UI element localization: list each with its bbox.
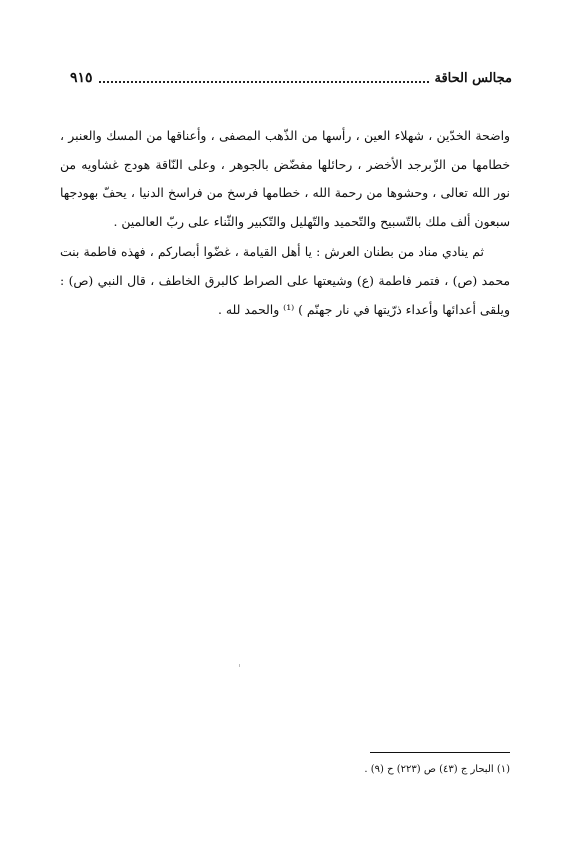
- paragraph-1: واضحة الخدّين ، شهلاء العين ، رأسها من الذّهب المصفى ، وأعناقها من المسك والعنبر ، خطامها من الزّبرجد الأخضر ، رحائلها مفضّض بالجوهر ، وعلى النّاقة هودج غشاويه من نور الله تعالى ، وحشوها من رحمة الله ، خطامها فرسخ من فراسخ الدنيا ، يحفّ بهودجها سبعون ألف ملك بالتّسبيح والتّحميد والتّهليل والتّكبير والثّناء على ربّ العالمين .: [60, 128, 510, 229]
- paragraph-2: ثم ينادي مناد من بطنان العرش : يا أهل القيامة ، غضّوا أبصاركم ، فهذه فاطمة بنت محمد (ص) ، فتمر فاطمة (ع) وشيعتها على الصراط كالبرق الخاطف ، قال النبي (ص) : ويلقى أعدائها وأعداء ذرّيتها في نار جهنّم ) ⁽¹⁾ والحمد لله .: [60, 244, 510, 317]
- page-number: ٩١٥: [70, 70, 93, 86]
- footnote: (١) البحار ج (٤٣) ص (٢٢٣) ح (٩) .: [364, 764, 510, 775]
- print-speck: [239, 664, 240, 667]
- header-dotted-leader: [99, 81, 429, 83]
- running-header: [70, 66, 512, 90]
- header-title: مجالس الحاقة: [434, 70, 512, 86]
- footnote-separator: [370, 752, 510, 753]
- body-text: [60, 122, 510, 324]
